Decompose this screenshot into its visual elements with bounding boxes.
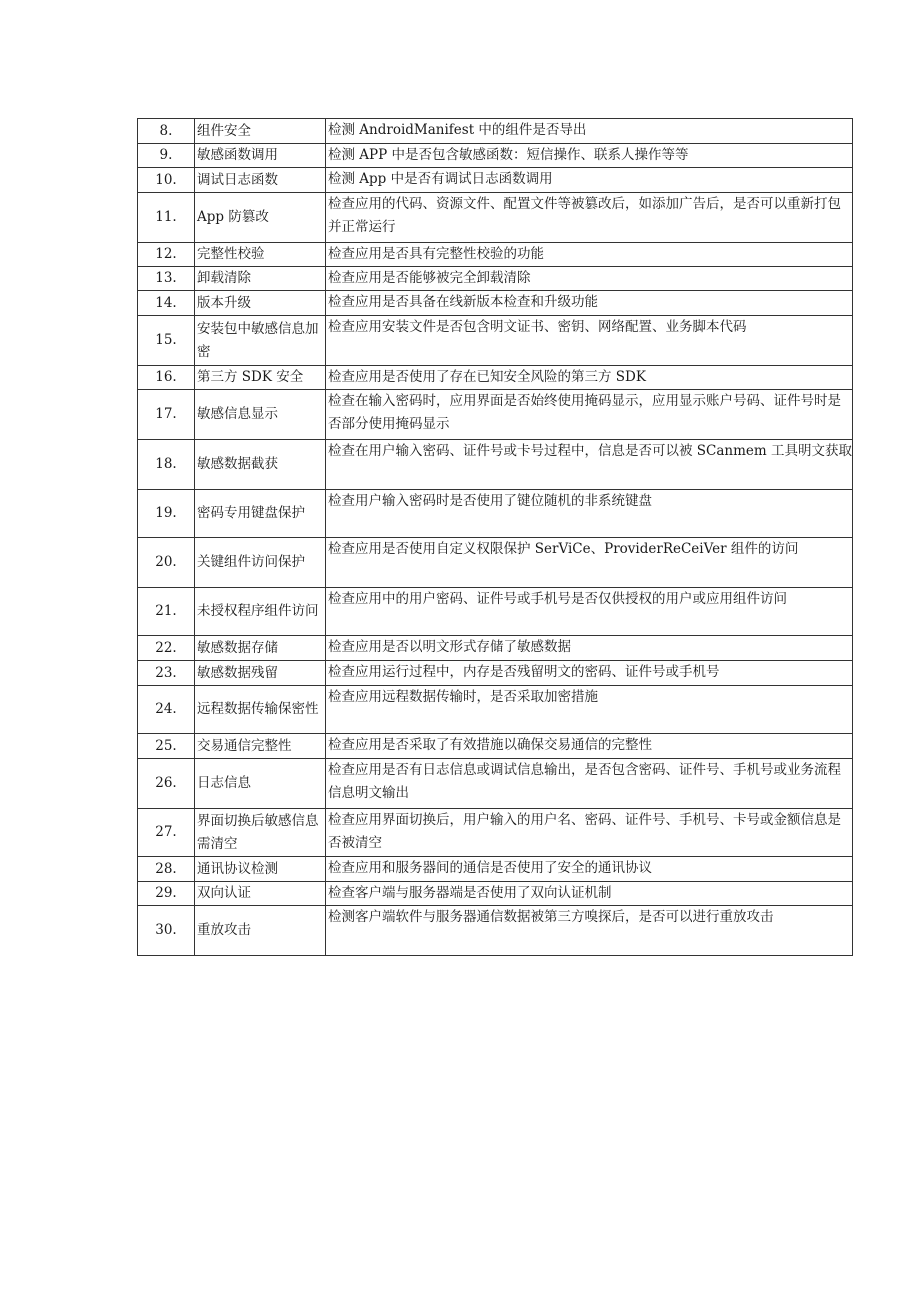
item-description: 检查应用是否使用了存在已知安全风险的第三方 SDK — [326, 366, 853, 390]
item-description: 检查客户端与服务器端是否使用了双向认证机制 — [326, 882, 853, 906]
item-name: 日志信息 — [195, 759, 326, 809]
item-number: 10. — [138, 168, 195, 193]
item-name: 安装包中敏感信息加密 — [195, 316, 326, 366]
item-number: 20. — [138, 538, 195, 588]
table-row — [138, 906, 853, 956]
item-number: 19. — [138, 490, 195, 538]
item-number: 17. — [138, 390, 195, 440]
table-row — [138, 857, 853, 882]
table-row — [138, 390, 853, 440]
item-name: 组件安全 — [195, 119, 326, 144]
item-name: App 防篡改 — [195, 193, 326, 243]
table-row — [138, 291, 853, 316]
table-row — [138, 734, 853, 759]
table-row — [138, 661, 853, 686]
item-number: 26. — [138, 759, 195, 809]
item-description: 检查应用是否具备在线新版本检查和升级功能 — [326, 291, 853, 316]
item-name: 重放攻击 — [195, 906, 326, 956]
item-number: 24. — [138, 686, 195, 734]
table-row — [138, 144, 853, 168]
item-number: 16. — [138, 366, 195, 390]
item-description: 检查应用运行过程中，内存是否残留明文的密码、证件号或手机号 — [326, 661, 853, 686]
item-description: 检查应用是否有日志信息或调试信息输出，是否包含密码、证件号、手机号或业务流程信息明文输出 — [326, 759, 853, 809]
table-row — [138, 538, 853, 588]
item-number: 25. — [138, 734, 195, 759]
item-description: 检查应用是否采取了有效措施以确保交易通信的完整性 — [326, 734, 853, 759]
item-number: 21. — [138, 588, 195, 636]
item-number: 28. — [138, 857, 195, 882]
item-number: 22. — [138, 636, 195, 661]
item-number: 23. — [138, 661, 195, 686]
item-name: 密码专用键盘保护 — [195, 490, 326, 538]
item-name: 版本升级 — [195, 291, 326, 316]
item-number: 30. — [138, 906, 195, 956]
item-description: 检查用户输入密码时是否使用了键位随机的非系统键盘 — [326, 490, 853, 538]
item-name: 未授权程序组件访问 — [195, 588, 326, 636]
table-row — [138, 759, 853, 809]
item-name: 远程数据传输保密性 — [195, 686, 326, 734]
item-name: 敏感函数调用 — [195, 144, 326, 168]
item-name: 关键组件访问保护 — [195, 538, 326, 588]
table-row — [138, 267, 853, 291]
item-description: 检测 AndroidManifest 中的组件是否导出 — [326, 119, 853, 144]
item-number: 14. — [138, 291, 195, 316]
table-row — [138, 636, 853, 661]
item-number: 9. — [138, 144, 195, 168]
item-name: 完整性校验 — [195, 243, 326, 267]
item-name: 卸载清除 — [195, 267, 326, 291]
item-name: 双向认证 — [195, 882, 326, 906]
table-row — [138, 119, 853, 144]
item-name: 调试日志函数 — [195, 168, 326, 193]
item-description: 检查应用是否能够被完全卸载清除 — [326, 267, 853, 291]
item-name: 交易通信完整性 — [195, 734, 326, 759]
item-name: 敏感数据截获 — [195, 440, 326, 490]
item-number: 15. — [138, 316, 195, 366]
table-row — [138, 168, 853, 193]
table-body — [138, 119, 853, 956]
table-row — [138, 809, 853, 857]
item-description: 检测 APP 中是否包含敏感函数：短信操作、联系人操作等等 — [326, 144, 853, 168]
table-row — [138, 366, 853, 390]
item-description: 检查在输入密码时，应用界面是否始终使用掩码显示，应用显示账户号码、证件号时是否部分使用掩码显示 — [326, 390, 853, 440]
table-row — [138, 193, 853, 243]
item-name: 敏感信息显示 — [195, 390, 326, 440]
item-description: 检测客户端软件与服务器通信数据被第三方嗅探后，是否可以进行重放攻击 — [326, 906, 853, 956]
item-number: 27. — [138, 809, 195, 857]
item-number: 12. — [138, 243, 195, 267]
item-description: 检查应用的代码、资源文件、配置文件等被篡改后，如添加广告后，是否可以重新打包并正常运行 — [326, 193, 853, 243]
item-description: 检测 App 中是否有调试日志函数调用 — [326, 168, 853, 193]
item-number: 8. — [138, 119, 195, 144]
item-description: 检查应用远程数据传输时，是否采取加密措施 — [326, 686, 853, 734]
item-name: 第三方 SDK 安全 — [195, 366, 326, 390]
item-name: 界面切换后敏感信息需清空 — [195, 809, 326, 857]
item-description: 检查应用中的用户密码、证件号或手机号是否仅供授权的用户或应用组件访问 — [326, 588, 853, 636]
table-row — [138, 243, 853, 267]
item-number: 29. — [138, 882, 195, 906]
security-check-table-wrap — [137, 118, 852, 956]
item-number: 13. — [138, 267, 195, 291]
table-row — [138, 440, 853, 490]
item-number: 11. — [138, 193, 195, 243]
table-row — [138, 316, 853, 366]
item-description: 检查应用是否具有完整性校验的功能 — [326, 243, 853, 267]
table-row — [138, 490, 853, 538]
item-description: 检查应用安装文件是否包含明文证书、密钥、网络配置、业务脚本代码 — [326, 316, 853, 366]
item-description: 检查在用户输入密码、证件号或卡号过程中，信息是否可以被 SCanmem 工具明文获取 — [326, 440, 853, 490]
item-description: 检查应用界面切换后，用户输入的用户名、密码、证件号、手机号、卡号或金额信息是否被清空 — [326, 809, 853, 857]
item-description: 检查应用和服务器间的通信是否使用了安全的通讯协议 — [326, 857, 853, 882]
item-description: 检查应用是否使用自定义权限保护 SerViCe、ProviderReCeiVer 组件的访问 — [326, 538, 853, 588]
table-row — [138, 588, 853, 636]
security-check-table — [137, 118, 853, 956]
item-number: 18. — [138, 440, 195, 490]
item-name: 敏感数据残留 — [195, 661, 326, 686]
item-name: 通讯协议检测 — [195, 857, 326, 882]
item-name: 敏感数据存储 — [195, 636, 326, 661]
table-row — [138, 686, 853, 734]
table-row — [138, 882, 853, 906]
item-description: 检查应用是否以明文形式存储了敏感数据 — [326, 636, 853, 661]
